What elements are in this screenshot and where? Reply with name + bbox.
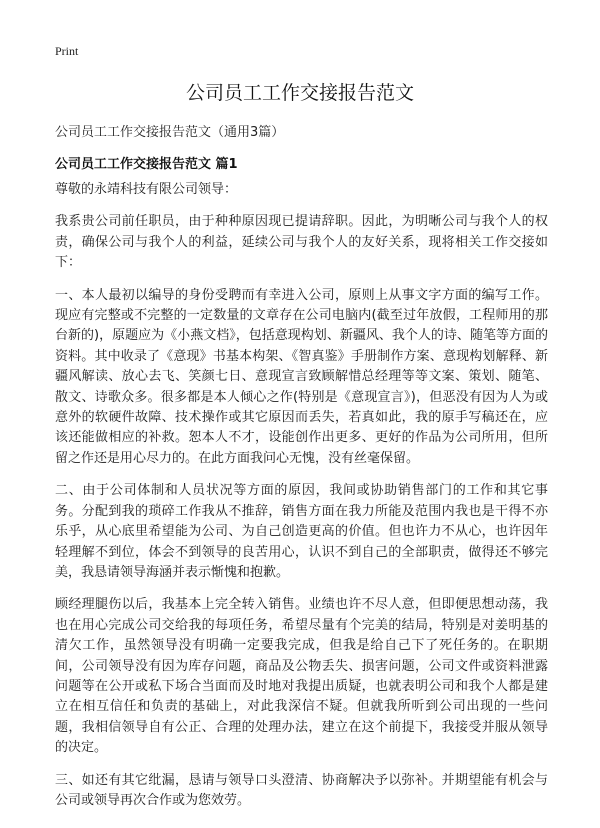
section-heading: 公司员工工作交接报告范文 篇1 xyxy=(55,157,238,172)
document-title: 公司员工工作交接报告范文 xyxy=(185,82,414,104)
paragraph: 顾经理腿伤以后，我基本上完全转入销售。业绩也许不尽人意，但即便思想动荡，我也在用心完成公司交给我的每项任务，希望尽量有个完美的结局，特别是对姜明基的清欠工作，虽然领导没有明确一定要我完成，但我是给自己下了死任务的。在职期间，公司领导没有因为库存问题，商品及公物丢失、损害问题，公司文件或资料泄露问题等在公开或私下场合当面而及时地对我提出质疑，也就表明公司和我个人都是建立在相互信任和负责的基础上，对此我深信不疑。但就我所听到公司出现的一些问题，我相信领导自有公正、合理的处理办法，建立在这个前提下，我接受并服从领导的决定。 xyxy=(55,597,548,756)
paragraph: 我系贵公司前任职员，由于种种原因现已提请辞职。因此，为明晰公司与我个人的权责，确保公司与我个人的利益，延续公司与我个人的友好关系，现将相关工作交接如下： xyxy=(55,214,548,271)
paragraph: 一、本人最初以编导的身份受聘而有幸进入公司，原则上从事文字方面的编写工作。现应有完整或不完整的一定数量的文章存在公司电脑内(截至过年放假，工程师用的那台新的)，原题应为《小燕文档》，包括意现构划、新疆风、我个人的诗、随笔等方面的资料。其中收录了《意现》书基本构架、《智真鉴》手册制作方案、意现构划解释、新疆风解读、放心去飞、笑颜七日、意现宣言致顾解惜总经理等等文案、策划、随笔、散文、诗歌众多。很多都是本人倾心之作(特别是《意现宣言》)，但恶没有因为人为或意外的软硬件故障、技术操作或其它原因而丢失，若真如此，我的原手写稿还在，应该还能做相应的补救。恕本人不才，设能创作出更多、更好的作品为公司所用，但所留之作还是用心尽力的。在此方面我问心无愧，没有丝毫保留。 xyxy=(55,287,548,466)
print-link[interactable]: Print xyxy=(55,44,79,58)
paragraph: 二、由于公司体制和人员状况等方面的原因，我间或协助销售部门的工作和其它事务。分配到我的琐碎工作我从不推辞，销售方面在我力所能及范围内我也是干得不亦乐乎，从心底里希望能为公司、为自己创造更高的价值。但也许力不从心，也许因年轻理解不到位，体会不到领导的良苦用心，认识不到自己的全部职责，做得还不够完美，我恳请领导海涵并表示惭愧和抱歉。 xyxy=(55,483,548,580)
document-body xyxy=(55,180,548,823)
document-subtitle: 公司员工工作交接报告范文（通用3篇） xyxy=(55,125,285,140)
salutation: 尊敬的永靖科技有限公司领导： xyxy=(55,182,238,197)
paragraph: 三、如还有其它纰漏，恳请与领导口头澄清、协商解决予以弥补。并期望能有机会与公司或领导再次合作或为您效劳。 xyxy=(55,772,548,808)
